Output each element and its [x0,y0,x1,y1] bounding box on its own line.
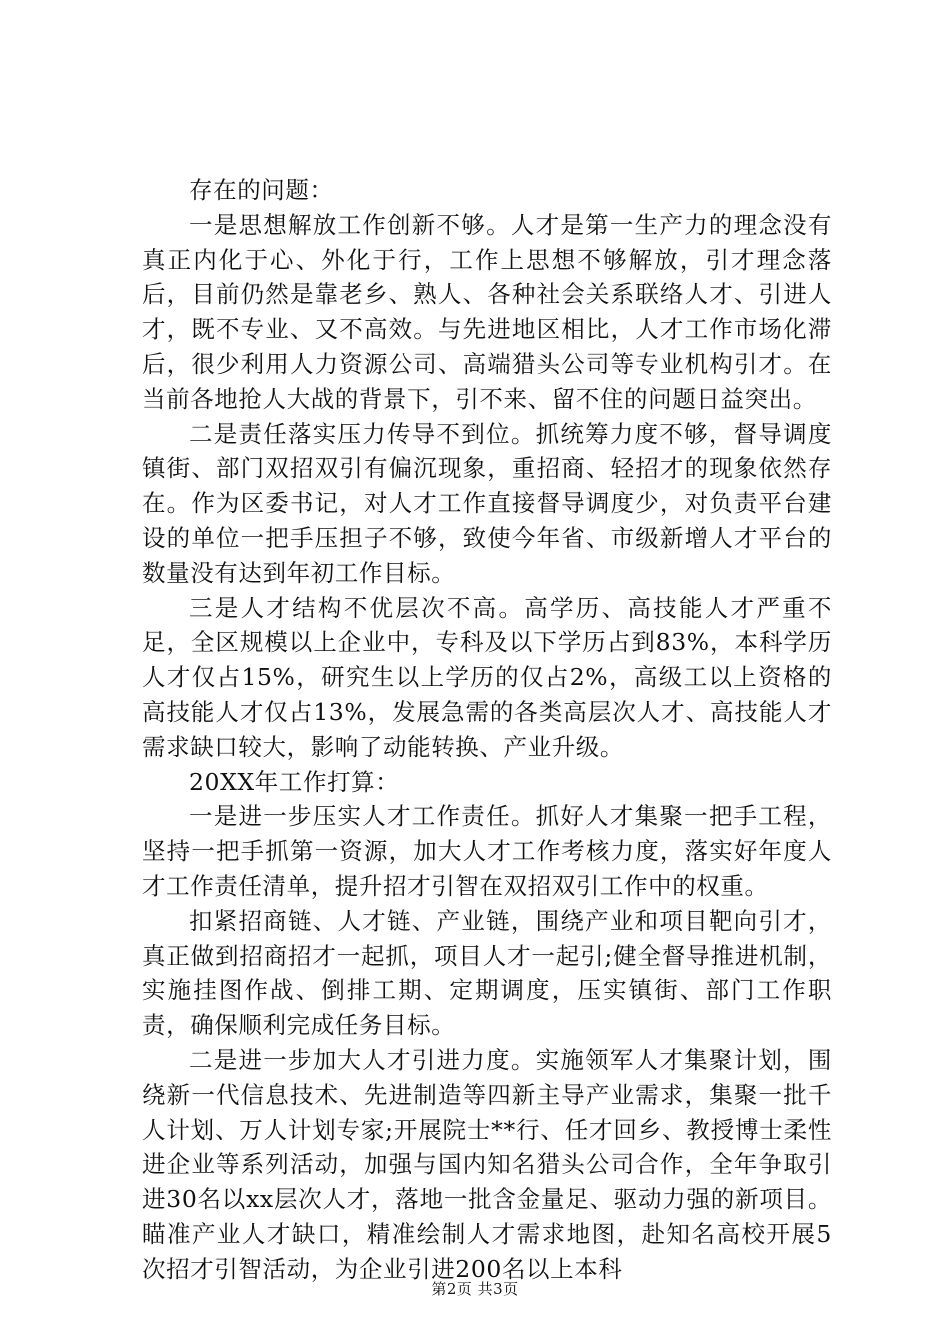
section-heading-problems: 存在的问题： [189,176,334,204]
page-footer: 第2页 共3页 [431,1280,519,1298]
document-body [142,173,832,1287]
section-heading-plans: 20XX年工作打算： [189,767,400,796]
paragraph-plan-2: 二是进一步加大人才引进力度。实施领军人才集聚计划，围绕新一代信息技术、先进制造等四新主导产业需求，集聚一批千人计划、万人计划专家;开展院士**行、任才回乡、教授博士柔性进企业等系列活动，加强与国内知名猎头公司合作，全年争取引进30名以xx层次人才，落地一批含金量足、驱动力强的新项目。瞄准产业人才缺口，精准绘制人才需求地图，赴知名高校开展5次招才引智活动，为企业引进200名以上本科 [142,1045,832,1283]
paragraph-plan-1: 一是进一步压实人才工作责任。抓好人才集聚一把手工程，坚持一把手抓第一资源，加大人才工作考核力度，落实好年度人才工作责任清单，提升招才引智在双招双引工作中的权重。 [142,802,832,900]
paragraph-problem-2: 二是责任落实压力传导不到位。抓统筹力度不够，督导调度镇街、部门双招双引有偏沉现象，重招商、轻招才的现象依然存在。作为区委书记，对人才工作直接督导调度少，对负责平台建设的单位一把手压担子不够，致使今年省、市级新增人才平台的数量没有达到年初工作目标。 [142,419,832,587]
paragraph-problem-1: 一是思想解放工作创新不够。人才是第一生产力的理念没有真正内化于心、外化于行，工作上思想不够解放，引才理念落后，目前仍然是靠老乡、熟人、各种社会关系联络人才、引进人才，既不专业、又不高效。与先进地区相比，人才工作市场化滞后，很少利用人力资源公司、高端猎头公司等专业机构引才。在当前各地抢人大战的背景下，引不来、留不住的问题日益突出。 [142,210,832,413]
paragraph-plan-1-detail: 扣紧招商链、人才链、产业链，围绕产业和项目靶向引才，真正做到招商招才一起抓，项目人才一起引;健全督导推进机制，实施挂图作战、倒排工期、定期调度，压实镇街、部门工作职责，确保顺利完成任务目标。 [142,906,832,1040]
paragraph-problem-3: 三是人才结构不优层次不高。高学历、高技能人才严重不足，全区规模以上企业中，专科及以下学历占到83%，本科学历人才仅占15%，研究生以上学历的仅占2%，高级工以上资格的高技能人才仅占13%，发展急需的各类高层次人才、高技能人才需求缺口较大，影响了动能转换、产业升级。 [142,593,832,761]
